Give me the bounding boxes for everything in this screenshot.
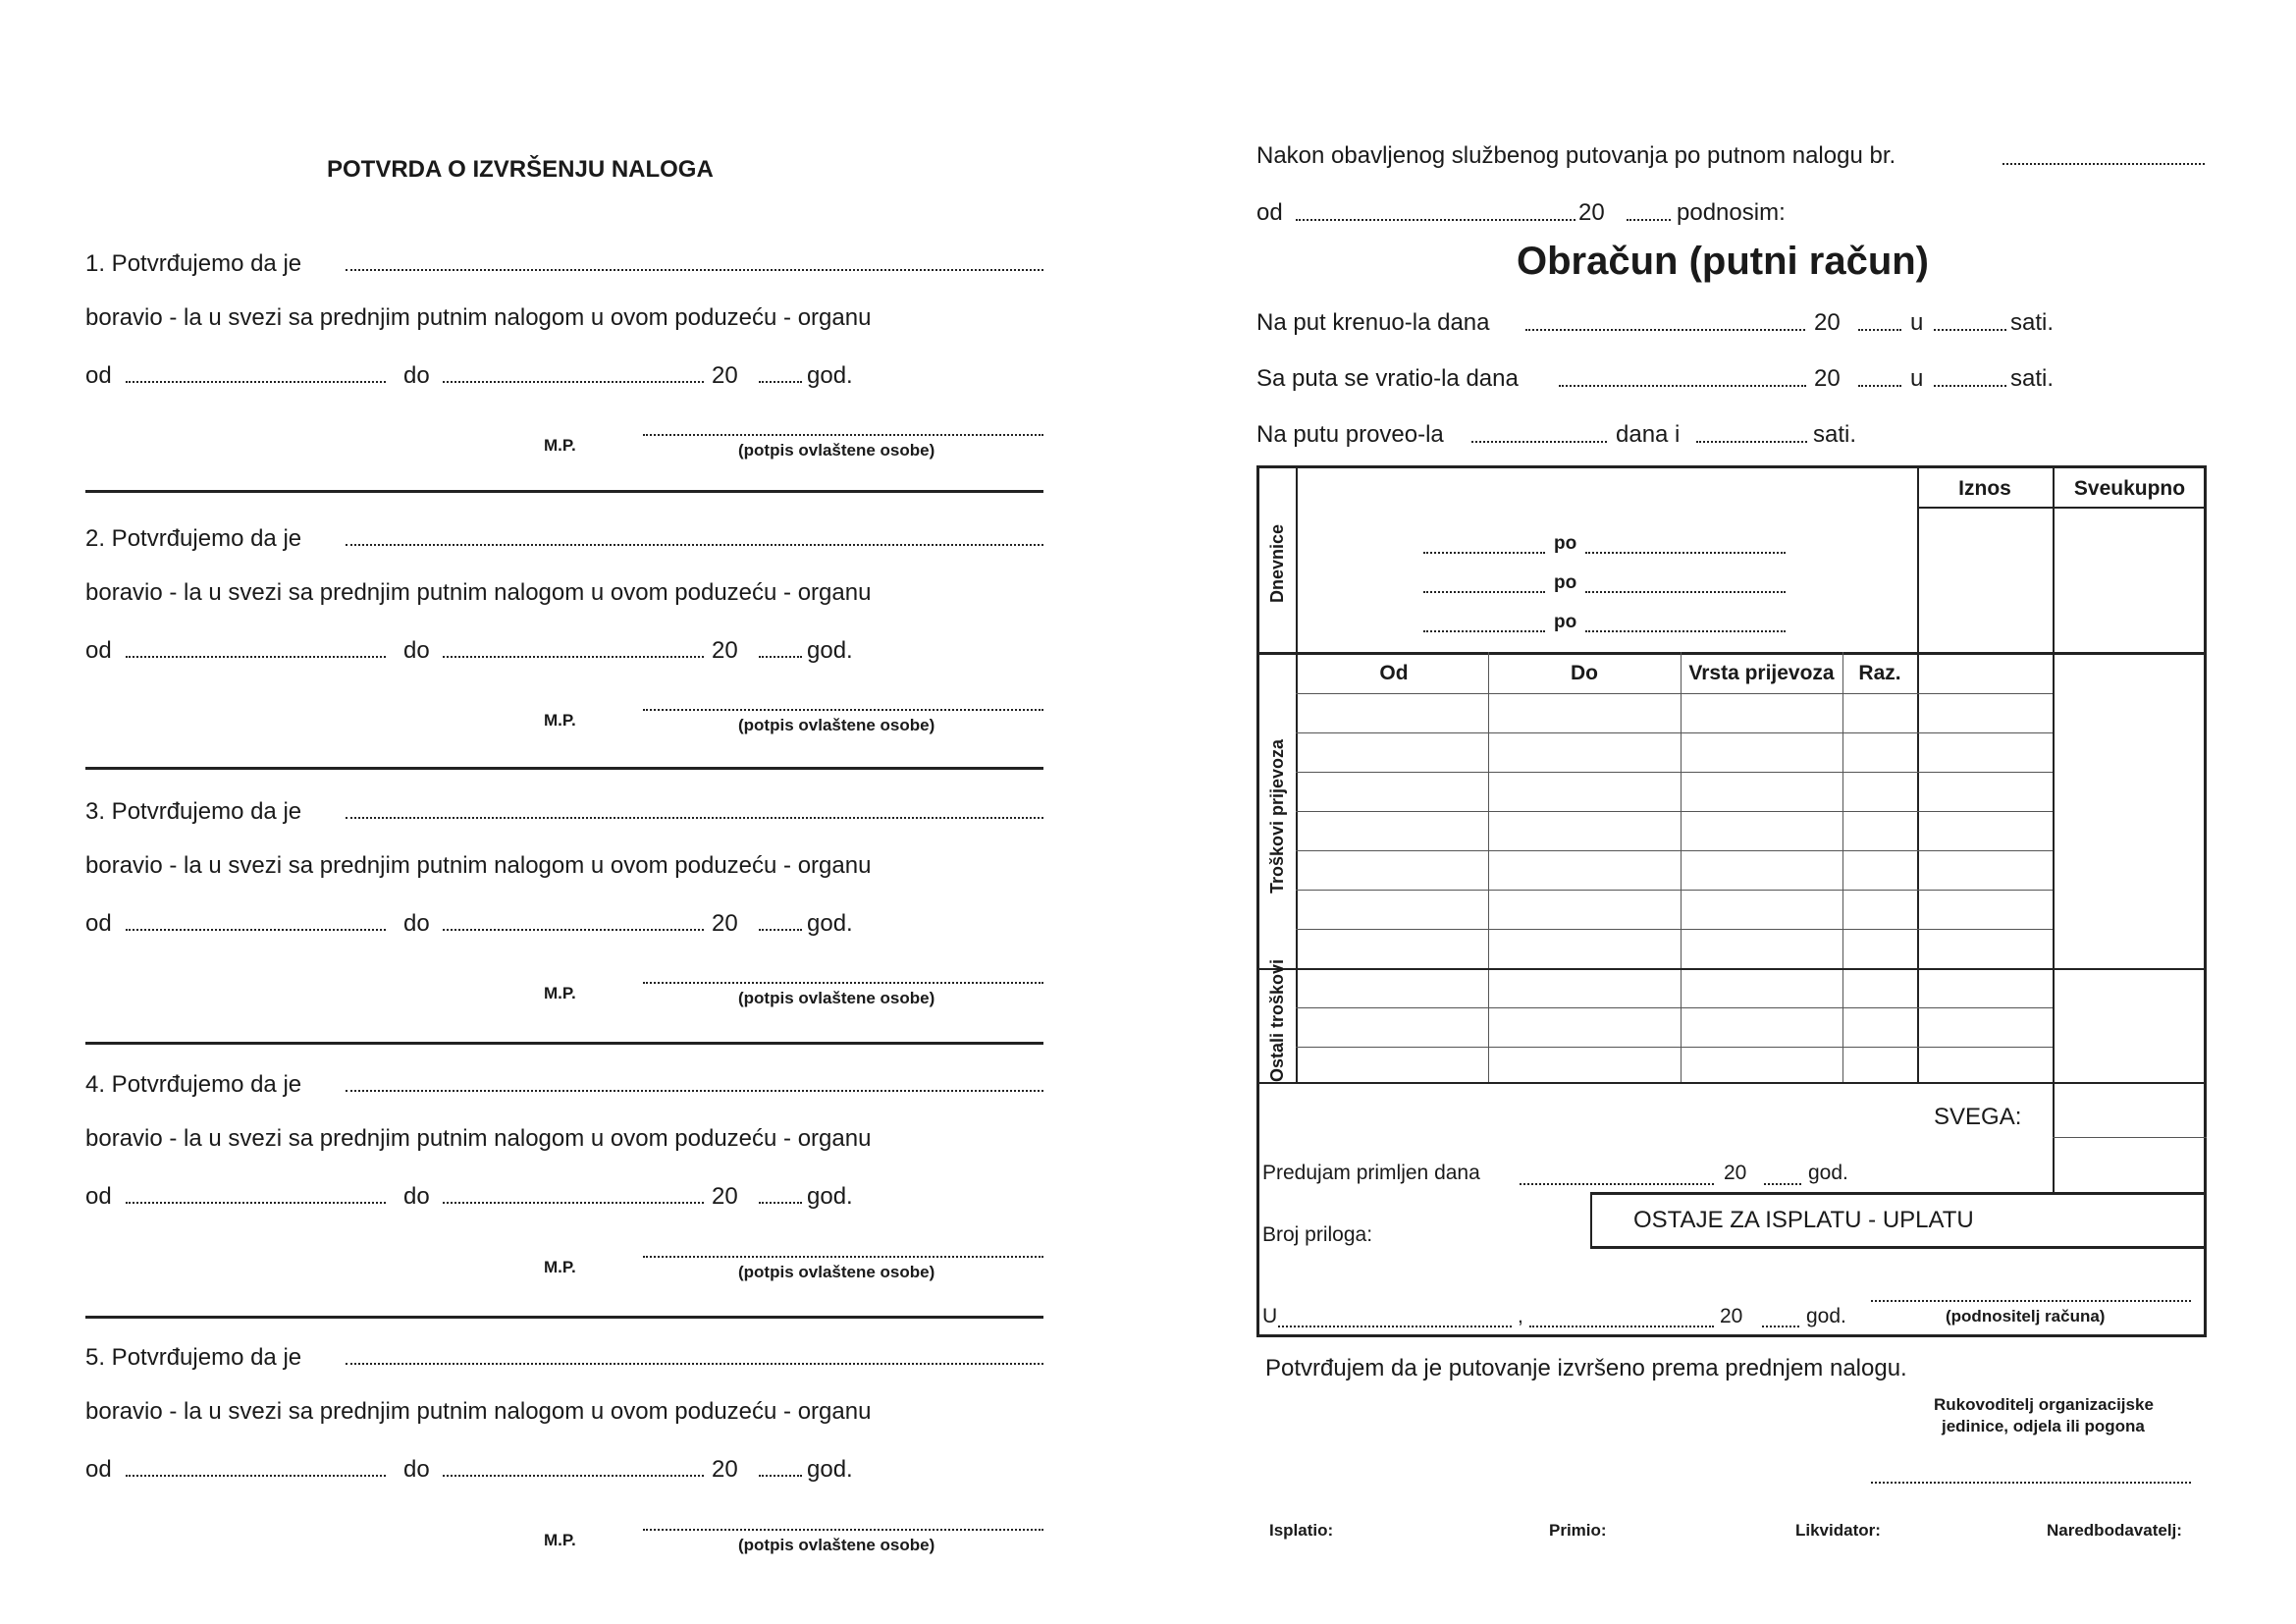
- do-label-5: do: [403, 1456, 430, 1483]
- do-field-3[interactable]: [443, 929, 704, 931]
- signature-caption-3: (potpis ovlaštene osobe): [738, 989, 935, 1007]
- left-title: POTVRDA O IZVRŠENJU NALOGA: [327, 156, 714, 183]
- krenuo-time-field[interactable]: [1934, 329, 2006, 331]
- year-field[interactable]: [1627, 219, 1671, 221]
- dnevnice-qty-2[interactable]: [1423, 591, 1545, 593]
- god-label-3: god.: [807, 910, 853, 937]
- od-date-field[interactable]: [1296, 219, 1575, 221]
- sveukupno-header: Sveukupno: [2073, 477, 2186, 500]
- do-label-4: do: [403, 1183, 430, 1210]
- proveo-label: Na putu proveo-la: [1256, 421, 1444, 448]
- mp-label-4: M.P.: [544, 1258, 576, 1276]
- vratio-date-field[interactable]: [1559, 385, 1806, 387]
- krenuo-year-field[interactable]: [1858, 329, 1901, 331]
- row-line: [1296, 693, 2053, 694]
- year-field-4[interactable]: [759, 1202, 802, 1204]
- name-field-1[interactable]: [346, 269, 1043, 271]
- signature-caption-2: (potpis ovlaštene osobe): [738, 716, 935, 734]
- potvrdjujem-text: Potvrđujem da je putovanje izvršeno prema prednjem nalogu.: [1265, 1355, 1907, 1381]
- dnevnice-separator: [1256, 652, 2207, 655]
- boravio-line-3: boravio - la u svezi sa prednjim putnim nalogom u ovom poduzeću - organu: [85, 852, 872, 879]
- vratio-label: Sa puta se vratio-la dana: [1256, 365, 1519, 392]
- ostaje-bottom-line: [1590, 1246, 2207, 1249]
- proveo-sati: sati.: [1813, 421, 1857, 448]
- row-line: [1296, 772, 2053, 773]
- year-field-2[interactable]: [759, 656, 802, 658]
- predujam-label: Predujam primljen dana: [1262, 1162, 1480, 1184]
- u-year: 20: [1720, 1305, 1743, 1327]
- col-do-divider: [1681, 652, 1682, 1082]
- year-field-1[interactable]: [759, 381, 802, 383]
- row-line: [1296, 890, 2053, 891]
- u-god: god.: [1806, 1305, 1846, 1327]
- podnositelj-caption: (podnositelj računa): [1946, 1307, 2106, 1326]
- mp-label-2: M.P.: [544, 711, 576, 730]
- signature-field-4[interactable]: [643, 1256, 1043, 1258]
- proveo-hours-field[interactable]: [1696, 441, 1807, 443]
- boravio-line-4: boravio - la u svezi sa prednjim putnim nalogom u ovom poduzeću - organu: [85, 1125, 872, 1152]
- col-vrsta-divider: [1842, 652, 1843, 1082]
- dnevnice-qty-1[interactable]: [1423, 552, 1545, 554]
- po-label-3: po: [1554, 612, 1577, 632]
- year-label-4: 20: [712, 1183, 738, 1210]
- do-label-1: do: [403, 362, 430, 389]
- dnevnice-rate-1[interactable]: [1585, 552, 1786, 554]
- name-field-3[interactable]: [346, 817, 1043, 819]
- col-raz-header: Raz.: [1858, 662, 1901, 684]
- svega-label: SVEGA:: [1934, 1104, 2022, 1130]
- intro-text: Nakon obavljenog službenog putovanja po putnom nalogu br.: [1256, 142, 1896, 169]
- do-field-2[interactable]: [443, 656, 704, 658]
- signature-field-3[interactable]: [643, 982, 1043, 984]
- mp-label-1: M.P.: [544, 436, 576, 455]
- dnevnice-rate-3[interactable]: [1585, 630, 1786, 632]
- name-field-5[interactable]: [346, 1363, 1043, 1365]
- boravio-line-2: boravio - la u svezi sa prednjim putnim nalogom u ovom poduzeću - organu: [85, 579, 872, 606]
- vratio-u: u: [1910, 365, 1924, 392]
- ostali-separator: [1256, 968, 2207, 970]
- u-label: U: [1262, 1305, 1278, 1327]
- naredbodavatelj-label: Naredbodavatelj:: [2047, 1521, 2182, 1540]
- year-label-2: 20: [712, 637, 738, 664]
- vratio-sati: sati.: [2010, 365, 2055, 392]
- do-label-2: do: [403, 637, 430, 664]
- dnevnice-label: Dnevnice: [1267, 523, 1287, 603]
- po-label-2: po: [1554, 572, 1577, 593]
- signature-field-2[interactable]: [643, 709, 1043, 711]
- comma-label: ,: [1518, 1305, 1523, 1327]
- name-field-4[interactable]: [346, 1090, 1043, 1092]
- predujam-god: god.: [1808, 1162, 1848, 1184]
- signature-caption-1: (potpis ovlaštene osobe): [738, 441, 935, 460]
- row-line: [1296, 1047, 2053, 1048]
- isplatio-label: Isplatio:: [1269, 1521, 1334, 1540]
- iznos-divider: [1917, 465, 1919, 1082]
- side-label-divider: [1296, 465, 1298, 1082]
- signature-caption-5: (potpis ovlaštene osobe): [738, 1536, 935, 1554]
- block-separator-4: [85, 1316, 1043, 1319]
- year-label-5: 20: [712, 1456, 738, 1483]
- rukovoditelj-signature-field[interactable]: [1871, 1482, 2191, 1484]
- predujam-year-field[interactable]: [1764, 1183, 1801, 1185]
- od-label-1: od: [85, 362, 112, 389]
- svega-underline: [2053, 1137, 2207, 1138]
- nalog-number-field[interactable]: [2002, 163, 2205, 165]
- od-field-5[interactable]: [126, 1475, 386, 1477]
- od-label-5: od: [85, 1456, 112, 1483]
- boravio-line-5: boravio - la u svezi sa prednjim putnim nalogom u ovom poduzeću - organu: [85, 1398, 872, 1425]
- broj-priloga-label: Broj priloga:: [1262, 1223, 1373, 1246]
- krenuo-u: u: [1910, 309, 1924, 336]
- primio-label: Primio:: [1549, 1521, 1607, 1540]
- od-field-4[interactable]: [126, 1202, 386, 1204]
- confirm-line-3: 3. Potvrđujemo da je: [85, 798, 302, 825]
- god-label-1: god.: [807, 362, 853, 389]
- god-label-2: god.: [807, 637, 853, 664]
- vratio-year-field[interactable]: [1858, 385, 1901, 387]
- od-label-4: od: [85, 1183, 112, 1210]
- name-field-2[interactable]: [346, 544, 1043, 546]
- god-label-5: god.: [807, 1456, 853, 1483]
- signature-field-5[interactable]: [643, 1529, 1043, 1531]
- rukovoditelj-line2: jedinice, odjela ili pogona: [1942, 1417, 2145, 1435]
- predujam-year: 20: [1724, 1162, 1747, 1184]
- ostaje-label: OSTAJE ZA ISPLATU - UPLATU: [1633, 1207, 1974, 1233]
- header-underline: [1917, 507, 2207, 509]
- od-field-1[interactable]: [126, 381, 386, 383]
- predujam-date-field[interactable]: [1520, 1183, 1714, 1185]
- rukovoditelj-line1: Rukovoditelj organizacijske: [1934, 1395, 2154, 1414]
- block-separator-2: [85, 767, 1043, 770]
- u-date-field[interactable]: [1529, 1326, 1714, 1327]
- place-field[interactable]: [1278, 1326, 1512, 1327]
- krenuo-label: Na put krenuo-la dana: [1256, 309, 1490, 336]
- items-bottom-line: [1256, 1082, 2207, 1084]
- signature-caption-4: (potpis ovlaštene osobe): [738, 1263, 935, 1281]
- vratio-time-field[interactable]: [1934, 385, 2006, 387]
- confirm-line-4: 4. Potvrđujemo da je: [85, 1071, 302, 1098]
- block-separator-3: [85, 1042, 1043, 1045]
- mp-label-5: M.P.: [544, 1531, 576, 1549]
- vratio-year: 20: [1814, 365, 1841, 392]
- krenuo-sati: sati.: [2010, 309, 2055, 336]
- od-label-2: od: [85, 637, 112, 664]
- boravio-line-1: boravio - la u svezi sa prednjim putnim nalogom u ovom poduzeću - organu: [85, 304, 872, 331]
- confirm-line-5: 5. Potvrđujemo da je: [85, 1344, 302, 1371]
- podnositelj-signature-field[interactable]: [1871, 1300, 2191, 1302]
- ostaje-top-line: [1590, 1192, 2207, 1195]
- col-od-divider: [1488, 652, 1489, 1082]
- obracun-title: Obračun (putni račun): [1517, 240, 1929, 283]
- od-field-2[interactable]: [126, 656, 386, 658]
- signature-field-1[interactable]: [643, 434, 1043, 436]
- do-label-3: do: [403, 910, 430, 937]
- block-separator-1: [85, 490, 1043, 493]
- ostali-label: Ostali troškovi: [1267, 958, 1287, 1082]
- od-label: od: [1256, 199, 1283, 226]
- likvidator-label: Likvidator:: [1795, 1521, 1881, 1540]
- od-label-3: od: [85, 910, 112, 937]
- year-label-1: 20: [712, 362, 738, 389]
- row-line: [1296, 1007, 2053, 1008]
- po-label-1: po: [1554, 533, 1577, 554]
- iznos-header: Iznos: [1958, 477, 2011, 500]
- year-label-3: 20: [712, 910, 738, 937]
- u-year-field[interactable]: [1762, 1326, 1799, 1327]
- krenuo-date-field[interactable]: [1525, 329, 1805, 331]
- proveo-days-field[interactable]: [1471, 441, 1607, 443]
- year-field-3[interactable]: [759, 929, 802, 931]
- row-line: [1296, 929, 2053, 930]
- do-field-1[interactable]: [443, 381, 704, 383]
- col-vrsta-header: Vrsta prijevoza: [1688, 662, 1835, 684]
- od-field-3[interactable]: [126, 929, 386, 931]
- col-od-header: Od: [1379, 662, 1409, 684]
- row-line: [1296, 732, 2053, 733]
- confirm-line-1: 1. Potvrđujemo da je: [85, 250, 302, 277]
- dana-i-label: dana i: [1616, 421, 1681, 448]
- mp-label-3: M.P.: [544, 984, 576, 1002]
- dnevnice-rate-2[interactable]: [1585, 591, 1786, 593]
- col-do-header: Do: [1571, 662, 1598, 684]
- confirm-line-2: 2. Potvrđujemo da je: [85, 525, 302, 552]
- krenuo-year: 20: [1814, 309, 1841, 336]
- ostaje-left-line: [1590, 1192, 1592, 1247]
- row-line: [1296, 850, 2053, 851]
- podnosim-label: podnosim:: [1677, 199, 1786, 226]
- do-field-4[interactable]: [443, 1202, 704, 1204]
- god-label-4: god.: [807, 1183, 853, 1210]
- troskovi-label: Troškovi prijevoza: [1267, 738, 1287, 893]
- year-label: 20: [1578, 199, 1605, 226]
- row-line: [1296, 811, 2053, 812]
- dnevnice-qty-3[interactable]: [1423, 630, 1545, 632]
- do-field-5[interactable]: [443, 1475, 704, 1477]
- year-field-5[interactable]: [759, 1475, 802, 1477]
